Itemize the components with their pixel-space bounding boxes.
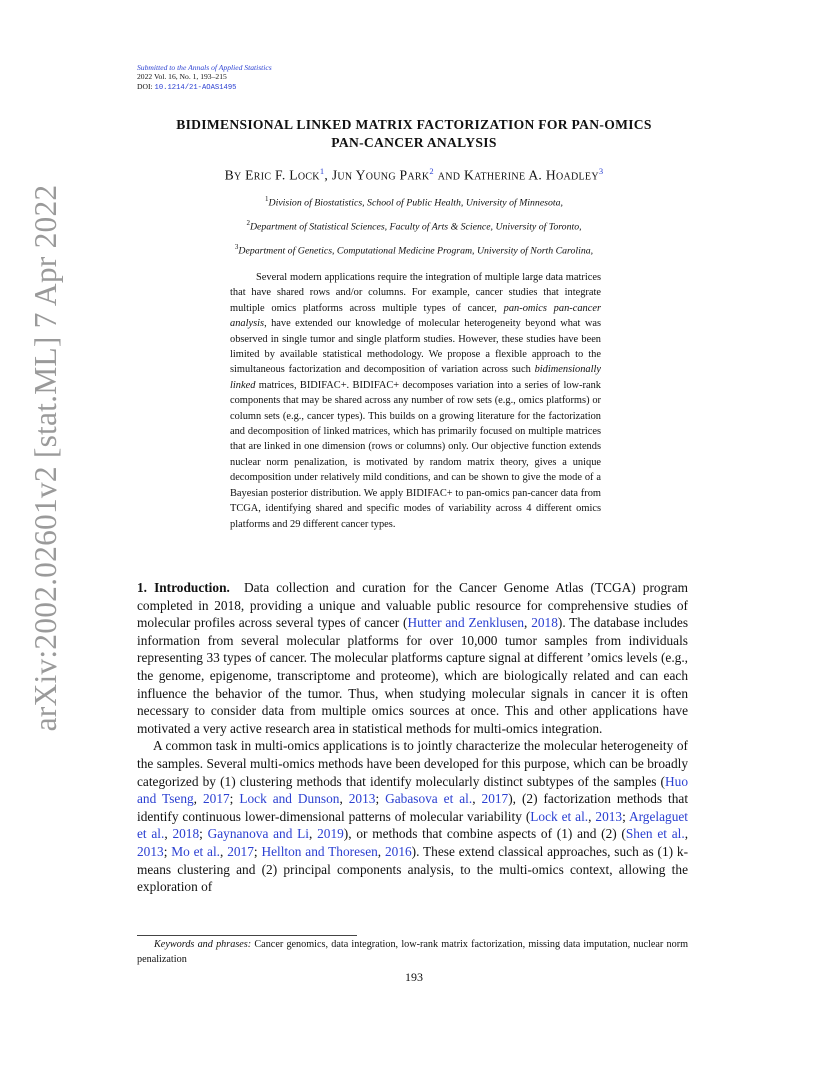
section-heading: 1. Introduction. <box>137 580 230 595</box>
author-lock-affil-ref[interactable]: 1 <box>319 166 325 176</box>
paper-title <box>137 116 691 151</box>
volume-info: 2022 Vol. 16, No. 1, 193–215 <box>137 72 227 82</box>
intro-p1-text-a: Data collection and curation for the Cancer Genome Atlas (TCGA) program completed in 2018, providing a unique and valuable public resource for comprehensive studies of molecular profiles across several types of cancer ( <box>137 580 689 631</box>
affiliation-2 <box>137 219 691 232</box>
doi-label: DOI: <box>137 81 153 91</box>
citation-link[interactable]: Lock and Dunson <box>239 791 340 807</box>
author-list <box>137 166 691 184</box>
page-number: 193 <box>405 970 423 984</box>
title-line-2: PAN-CANCER ANALYSIS <box>331 134 497 150</box>
abstract-part-2: , have extended our knowledge of molecular heterogeneity beyond what was observed in single tumor and single platform studies. However, these studies have been limited by available statistical methodology. We propose a flexible approach to the simultaneous factorization and decomposition of variation across such <box>230 318 601 376</box>
abstract <box>230 270 601 532</box>
affiliation-3-text: Department of Genetics, Computational Medicine Program, University of North Carolina, <box>238 245 594 257</box>
introduction-section <box>137 579 688 896</box>
affiliation-3-number: 3 <box>234 243 239 251</box>
abstract-part-3: matrices, BIDIFAC+. BIDIFAC+ decomposes variation into a series of low-rank components that may be shared across any number of row sets (e.g., omics platforms) or column sets (e.g., cancer types). This builds on a growing literature for the factorization and decomposition of linked matrices, which has primarily focused on multiple matrices that are linked in one dimension (rows or columns) only. Our objective function extends nuclear norm penalization, is motivated by random matrix theory, gives a unique decomposition under relatively mild conditions, and can be shown to give the mode of a Bayesian posterior distribution. We apply BIDIFAC+ to pan-omics pan-cancer data from TCGA, identifying shared and specific modes of variability across 4 different omics platforms and 29 different cancer types. <box>230 379 601 530</box>
citation-link[interactable]: Huo and Tseng <box>137 773 688 807</box>
affiliation-3 <box>137 243 691 256</box>
citation-year-link[interactable]: 2016 <box>384 843 412 859</box>
footnote-divider <box>137 935 357 936</box>
citation-link[interactable]: Shen et al. <box>625 826 685 842</box>
author-separator: , <box>324 167 329 183</box>
journal-header <box>137 63 272 93</box>
author-park: Jun Young Park <box>331 167 430 183</box>
arxiv-id: arXiv:2002.02601v2 [stat.ML] 7 Apr 2022 <box>28 184 63 732</box>
author-park-affil-ref[interactable]: 2 <box>429 166 434 176</box>
affiliation-1 <box>137 195 691 208</box>
journal-name[interactable]: Submitted to the Annals of Applied Statistics <box>137 63 272 72</box>
citation-link[interactable]: Gabasova et al. <box>385 791 473 807</box>
citation-link[interactable]: Hellton and Thoresen <box>261 843 378 859</box>
keywords-text: Cancer genomics, data integration, low-rank matrix factorization, missing data imputation, nuclear norm penalization <box>137 939 689 965</box>
citation-year-link[interactable]: 2013 <box>595 808 623 824</box>
by-label: By <box>224 167 242 183</box>
affiliation-2-number: 2 <box>246 219 250 227</box>
abstract-emphasis-2: bidimensionally linked <box>230 364 601 391</box>
affiliation-2-text: Department of Statistical Sciences, Faculty of Arts & Science, University of Toronto, <box>249 221 582 233</box>
affiliation-1-text: Division of Biostatistics, School of Public Health, University of Minnesota, <box>268 197 563 209</box>
citation-link[interactable]: Argelaguet et al. <box>137 808 689 842</box>
intro-paragraph-2: A common task in multi-omics applications is to jointly characterize the molecular heterogeneity of the samples. Several multi-omics methods have been developed for this purpose, which can be broadly categorized by (1) clustering methods that identify molecularly distinct subtypes of the samples (Huo and Tseng, 2017; Lock and Dunson, 2013; Gabasova et al., 2017), (2) factorization methods that identify continuous lower-dimensional patterns of molecular variability (Lock et al., 2013; Argelaguet et al., 2018; Gaynanova and Li, 2019), or methods that combine aspects of (1) and (2) (Shen et al., 2013; Mo et al., 2017; Hellton and Thoresen, 2016). These extend classical approaches, such as (1) k-means clustering and (2) principal components analysis, to the multi-omics context, allowing the exploration of <box>137 738 689 895</box>
citation-link[interactable]: Gaynanova and Li <box>207 826 310 842</box>
citation-year-link[interactable]: 2017 <box>481 791 509 807</box>
citation-link[interactable]: Lock et al. <box>530 808 589 824</box>
author-hoadley: Katherine A. Hoadley <box>463 167 599 183</box>
intro-p2-text-c: ), or methods that combine aspects of (1) and (2) ( <box>343 826 626 842</box>
author-hoadley-affil-ref[interactable]: 3 <box>598 166 604 176</box>
citation-year-link[interactable]: 2018 <box>531 615 558 631</box>
affiliation-1-number: 1 <box>265 195 269 203</box>
intro-p1-text-b: ). The database includes information from several molecular platforms for over 10,000 tumor samples from individuals representing 33 types of cancer. The molecular platforms capture signal at different ’omics levels (e.g., the genome, epigenome, transcriptome and proteome), which are biologically related and can each influence the behavior of the tumor. Thus, when studying molecular signals in cancer it is often necessary to consider data from multiple omics sources at once. This and other applications have motivated a very active research area in statistical methods for multi-omics integration. <box>137 615 689 736</box>
author-lock: Eric F. Lock <box>245 167 320 183</box>
citation-link[interactable]: Hutter and Zenklusen <box>407 615 525 631</box>
intro-paragraph-1 <box>137 579 688 737</box>
citation-year-link[interactable]: 2018 <box>172 826 200 842</box>
doi-line <box>137 82 272 93</box>
intro-p2-text-b: ), (2) factorization methods that identify continuous lower-dimensional patterns of molecular variability ( <box>137 791 689 824</box>
citation-year-link[interactable]: 2013 <box>348 791 376 807</box>
citation-year-link[interactable]: 2019 <box>317 826 344 842</box>
intro-p2-text-a: A common task in multi-omics applications is to jointly characterize the molecular heterogeneity of the samples. Several multi-omics methods have been developed for this purpose, which can be broadly categorized by (1) clustering methods that identify molecularly distinct subtypes of the samples ( <box>137 738 688 789</box>
citation-link[interactable]: Mo et al. <box>171 843 221 859</box>
and-label: and <box>437 167 461 183</box>
intro-p2-text-d: ). These extend classical approaches, such as (1) k-means clustering and (2) principal components analysis, to the multi-omics context, allowing the exploration of <box>137 843 689 895</box>
abstract-emphasis-1: pan-omics pan-cancer analysis <box>230 302 601 330</box>
title-line-1: BIDIMENSIONAL LINKED MATRIX FACTORIZATION FOR PAN-OMICS <box>176 117 652 132</box>
keywords-footnote <box>137 937 688 967</box>
keywords-label: Keywords and phrases: <box>154 939 252 950</box>
abstract-part-1: Several modern applications require the integration of multiple large data matrices that have shared rows and/or columns. For example, cancer studies that integrate multiple omics platforms across multiple types of cancer, <box>230 272 601 314</box>
citation-year-link[interactable]: 2017 <box>227 843 254 859</box>
citation-year-link[interactable]: 2013 <box>137 843 164 859</box>
citation-year-link[interactable]: 2017 <box>202 791 230 807</box>
citation-separator: , <box>524 615 532 631</box>
doi-link[interactable]: 10.1214/21-AOAS1495 <box>154 83 237 92</box>
